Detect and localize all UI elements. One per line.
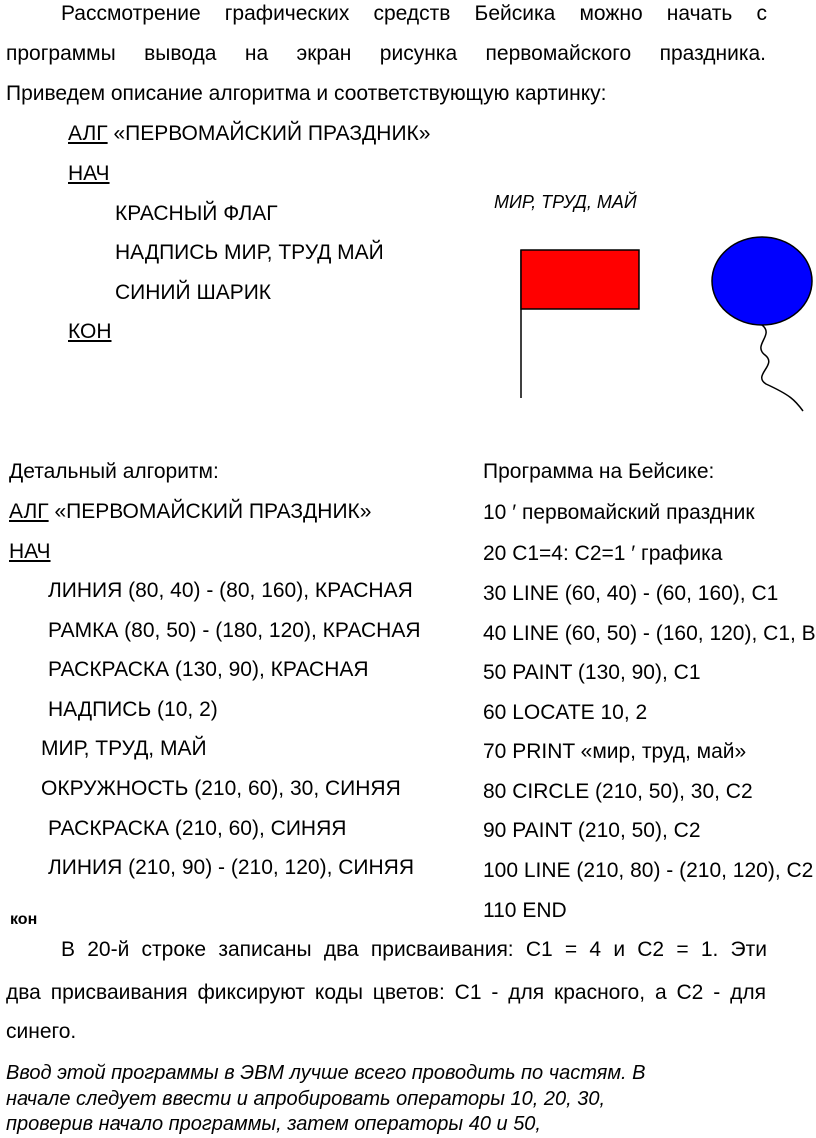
algorithm-step: КРАСНЫЙ ФЛАГ	[115, 202, 278, 225]
end-keyword: КОН	[68, 320, 112, 343]
program-line: 90 PAINT (210, 50), C2	[483, 819, 701, 842]
program-line: 100 LINE (210, 80) - (210, 120), C2	[483, 859, 814, 882]
algorithm-step: НАДПИСЬ МИР, ТРУД МАЙ	[115, 241, 384, 264]
algorithm-header	[68, 122, 430, 146]
detailed-line: РАСКРАСКА (210, 60), СИНЯЯ	[48, 817, 347, 840]
alg-title: «ПЕРВОМАЙСКИЙ ПРАЗДНИК»	[107, 122, 431, 145]
intro-line-3: Приведем описание алгоритма и соответствующую картинку:	[6, 82, 607, 105]
algorithm-step: СИНИЙ ШАРИК	[115, 281, 272, 304]
red-flag	[521, 250, 639, 309]
detailed-line: ЛИНИЯ (210, 90) - (210, 120), СИНЯЯ	[48, 856, 415, 879]
detailed-line: НАДПИСЬ (10, 2)	[48, 698, 218, 721]
program-line: 30 LINE (60, 40) - (60, 160), C1	[483, 582, 779, 605]
note-line-1: Ввод этой программы в ЭВМ лучше всего проводить по частям. В	[6, 1062, 646, 1084]
program-line: 20 С1=4: С2=1 ′ графика	[483, 542, 723, 565]
detailed-end-keyword: кон	[10, 911, 38, 928]
detailed-alg-keyword: АЛГ	[9, 500, 49, 523]
begin-keyword: НАЧ	[68, 162, 110, 185]
intro-line-2: программы вывода на экран рисунка первомайского праздника.	[6, 42, 766, 65]
intro-line-1: Рассмотрение графических средств Бейсика можно начать с	[61, 2, 767, 25]
program-line: 80 CIRCLE (210, 50), 30, C2	[483, 780, 753, 803]
program-heading: Программа на Бейсике:	[483, 460, 715, 483]
program-line: 110 END	[483, 899, 567, 922]
picture-caption: МИР, ТРУД, МАЙ	[494, 192, 637, 212]
detailed-heading: Детальный алгоритм:	[9, 460, 219, 483]
program-line: 10 ′ первомайский праздник	[483, 501, 755, 524]
balloon-string	[761, 325, 803, 411]
program-line: 40 LINE (60, 50) - (160, 120), C1, B	[483, 622, 816, 645]
detailed-line: ЛИНИЯ (80, 40) - (80, 160), КРАСНАЯ	[48, 579, 413, 602]
detailed-alg-header	[9, 500, 371, 524]
outro-line-3: синего.	[6, 1020, 77, 1043]
program-line: 50 PAINT (130, 90), C1	[483, 661, 701, 684]
detailed-line: РАМКА (80, 50) - (180, 120), КРАСНАЯ	[48, 619, 421, 642]
detailed-begin-keyword: НАЧ	[9, 540, 51, 563]
blue-balloon	[712, 237, 812, 325]
note-line-3: проверив начало программы, затем операторы 40 и 50,	[6, 1113, 541, 1135]
detailed-line: РАСКРАСКА (130, 90), КРАСНАЯ	[48, 658, 369, 681]
detailed-alg-title: «ПЕРВОМАЙСКИЙ ПРАЗДНИК»	[48, 500, 372, 523]
detailed-line: ОКРУЖНОСТЬ (210, 60), 30, СИНЯЯ	[41, 777, 401, 800]
alg-keyword: АЛГ	[68, 122, 108, 145]
note-line-2: начале следует ввести и апробировать операторы 10, 20, 30,	[6, 1088, 606, 1110]
detailed-line: МИР, ТРУД, МАЙ	[41, 737, 207, 760]
program-line: 70 PRINT «мир, труд, май»	[483, 740, 747, 763]
outro-line-2: два присваивания фиксируют коды цветов: С1 - для красного, а С2 - для	[6, 981, 766, 1004]
outro-line-1: В 20-й строке записаны два присваивания: С1 = 4 и С2 = 1. Эти	[61, 938, 767, 961]
program-line: 60 LOCATE 10, 2	[483, 701, 648, 724]
